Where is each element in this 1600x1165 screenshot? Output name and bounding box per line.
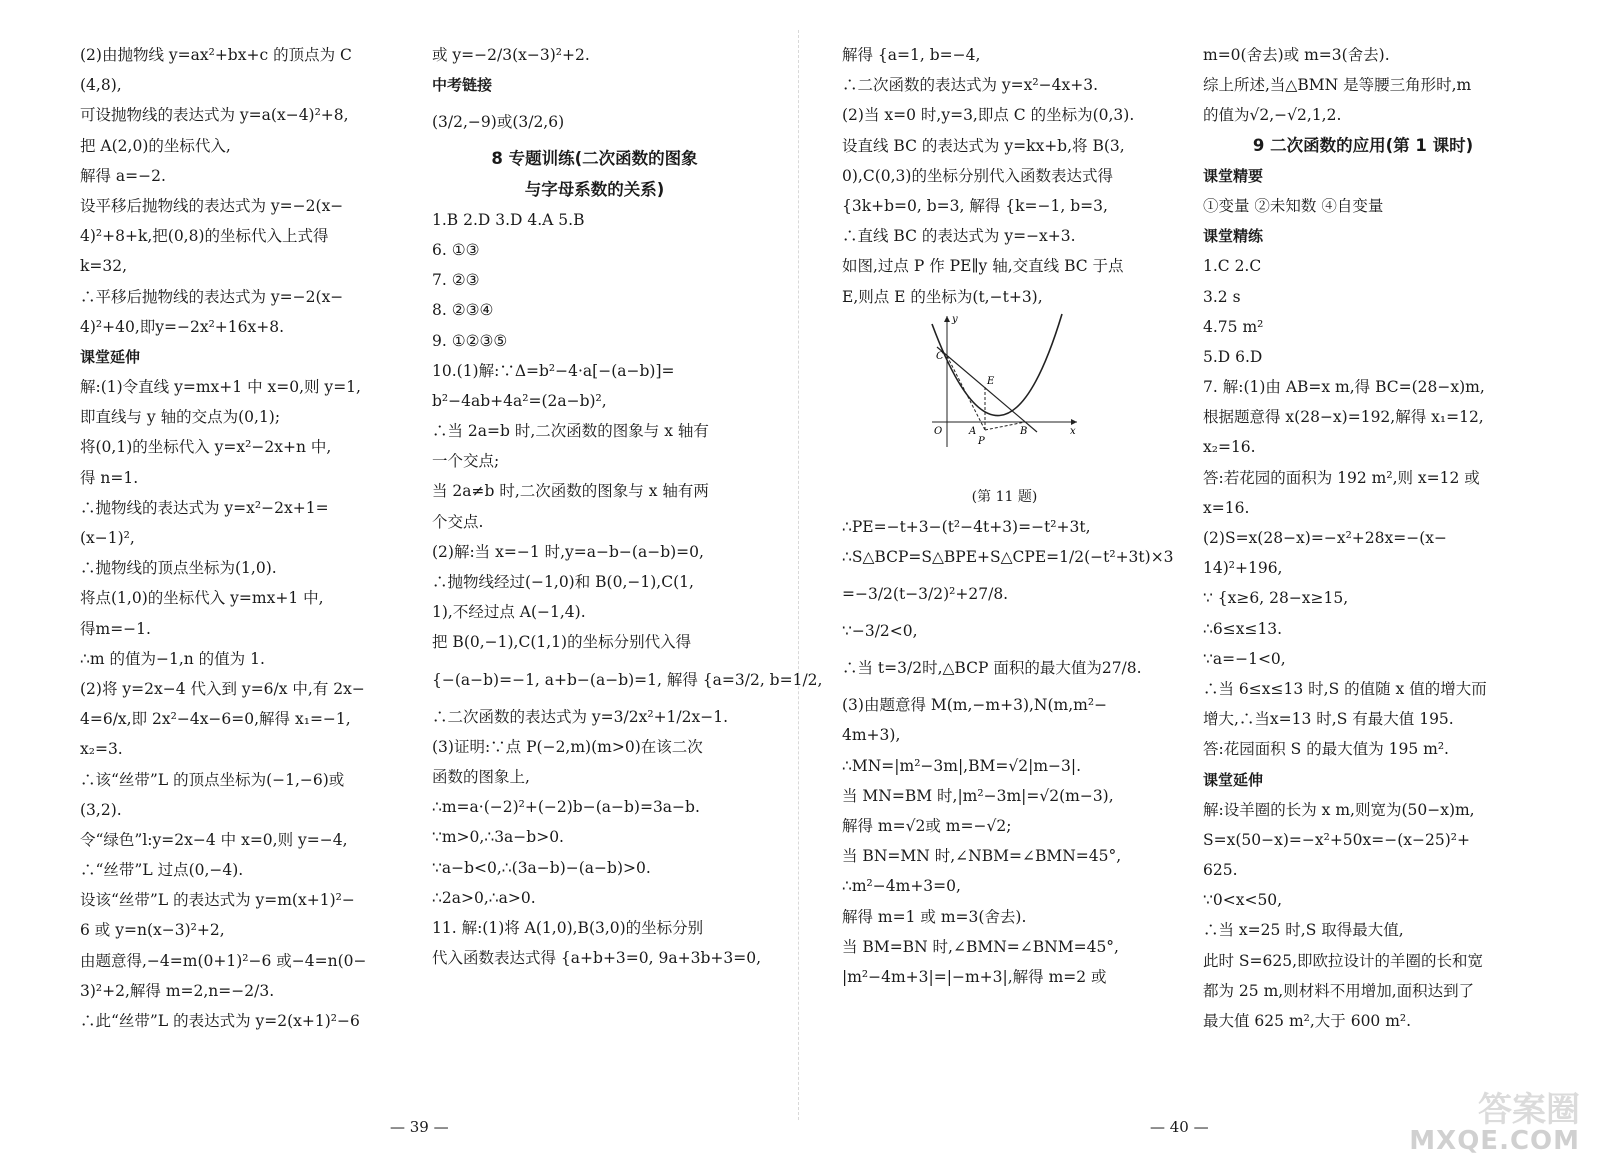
text-line: 解:设羊圈的长为 x m,则宽为(50−x)m, (1203, 800, 1475, 819)
text-line: 解:(1)令直线 y=mx+1 中 x=0,则 y=1, (80, 378, 361, 397)
label-o: O (934, 425, 943, 437)
text-line: x=16. (1203, 498, 1250, 517)
label-e: E (987, 375, 995, 387)
text-line: 1.B 2.D 3.D 4.A 5.B (432, 210, 585, 229)
text-line: 最大值 625 m²,大于 600 m². (1203, 1012, 1412, 1030)
text-line: S=x(50−x)=−x²+50x=−(x−25)²+ (1203, 830, 1470, 849)
lesson-title-line-2: 与字母系数的关系) (524, 179, 665, 199)
left-page-column-1 (80, 40, 400, 1036)
text-line: ∴二次函数的表达式为 y=x²−4x+3. (842, 76, 1098, 95)
text-line: ∵m>0,∴3a−b>0. (432, 828, 564, 847)
right-page-column-2 (1203, 40, 1523, 1036)
text-line: k=32, (80, 257, 128, 276)
text-line: (3)证明:∵点 P(−2,m)(m>0)在该二次 (432, 737, 703, 756)
text-line: 如图,过点 P 作 PE∥y 轴,交直线 BC 于点 (842, 257, 1124, 276)
text-line: 答:若花园的面积为 192 m²,则 x=12 或 (1203, 468, 1480, 487)
text-line: 解得 a=−2. (80, 166, 166, 185)
text-line: ∴m 的值为−1,n 的值为 1. (80, 649, 265, 668)
text-line: 625. (1203, 861, 1238, 880)
text-line: ∴当 6≤x≤13 时,S 的值随 x 值的增大而 (1203, 679, 1487, 698)
text-line: ∴该“丝带”L 的顶点坐标为(−1,−6)或 (80, 770, 345, 789)
text-line: ∴直线 BC 的表达式为 y=−x+3. (842, 227, 1076, 246)
text-line: 设直线 BC 的表达式为 y=kx+b,将 B(3, (842, 136, 1125, 155)
parabola-diagram (922, 312, 1082, 452)
text-line: 得m=−1. (80, 619, 151, 638)
text-line: 当 BM=BN 时,∠BMN=∠BNM=45°, (842, 937, 1119, 956)
section-heading: 课堂延伸 (80, 347, 141, 366)
watermark (1400, 1080, 1590, 1160)
text-line: ∴当 x=25 时,S 取得最大值, (1203, 921, 1404, 940)
text-line: 当 MN=BM 时,|m²−3m|=√2(m−3), (842, 786, 1114, 805)
text-line: 0),C(0,3)的坐标分别代入函数表达式得 (842, 166, 1113, 185)
text-line: 此时 S=625,即欧拉设计的羊圈的长和宽 (1203, 951, 1484, 970)
text-line: 个交点. (432, 512, 484, 531)
text-line: 将(0,1)的坐标代入 y=x²−2x+n 中, (80, 438, 332, 457)
text-line: 4)²+40,即y=−2x²+16x+8. (80, 317, 285, 336)
text-line: (3/2,−9)或(3/2,6) (432, 113, 565, 132)
text-line: 都为 25 m,则材料不用增加,面积达到了 (1203, 981, 1475, 1000)
parabola-curve (932, 314, 1062, 416)
text-line: (3,2). (80, 800, 122, 819)
y-axis-arrow (944, 316, 950, 322)
text-line: {3k+b=0, b=3, 解得 {k=−1, b=3, (842, 196, 1108, 215)
text-line: (x−1)², (80, 529, 135, 547)
page-number-left: — 39 — (390, 1118, 449, 1136)
line-bc (937, 347, 1037, 432)
text-line: ∵−3/2<0, (842, 622, 918, 641)
text-line: 9. ①②③⑤ (432, 331, 508, 350)
text-line: 可设抛物线的表达式为 y=a(x−4)²+8, (80, 106, 349, 125)
text-line: (2)由抛物线 y=ax²+bx+c 的顶点为 C (80, 46, 352, 64)
text-line: ∴抛物线经过(−1,0)和 B(0,−1),C(1, (432, 573, 694, 591)
text-line: 代入函数表达式得 {a+b+3=0, 9a+3b+3=0, (432, 949, 761, 968)
text-line: (4,8), (80, 76, 122, 95)
text-line: 8. ②③④ (432, 301, 494, 320)
text-line: 10.(1)解:∵Δ=b²−4·a[−(a−b)]= (432, 361, 675, 380)
text-line: 7. ②③ (432, 271, 480, 290)
text-line: 解得 m=√2或 m=−√2; (842, 817, 1012, 835)
text-line: 或 y=−2/3(x−3)²+2. (432, 46, 590, 64)
text-line: 由题意得,−4=m(0+1)²−6 或−4=n(0− (80, 951, 367, 970)
text-line: 4m+3), (842, 726, 901, 745)
figure-caption: (第 11 题) (971, 488, 1038, 505)
text-line: 当 BN=MN 时,∠NBM=∠BMN=45°, (842, 847, 1122, 866)
left-page-column-2 (432, 40, 823, 973)
text-line: 函数的图象上, (432, 767, 530, 786)
section-heading: 中考链接 (432, 76, 493, 95)
segment-cp (947, 356, 985, 430)
section-heading: 课堂精练 (1203, 227, 1264, 246)
text-line: ∴抛物线的顶点坐标为(1,0). (80, 559, 277, 578)
text-line: 得 n=1. (80, 468, 139, 487)
text-line: 的值为√2,−√2,1,2. (1203, 106, 1342, 125)
label-x: x (1070, 425, 1076, 437)
text-line: ∴二次函数的表达式为 y=3/2x²+1/2x−1. (432, 707, 729, 726)
text-line: 3.2 s (1203, 287, 1241, 306)
text-line: 6. ①③ (432, 240, 480, 259)
text-line: m=0(舍去)或 m=3(舍去). (1203, 46, 1390, 64)
text-line: 综上所述,当△BMN 是等腰三角形时,m (1203, 76, 1472, 95)
label-y: y (952, 313, 958, 325)
text-line: 增大,∴当x=13 时,S 有最大值 195. (1203, 710, 1454, 729)
text-line: ∴平移后抛物线的表达式为 y=−2(x− (80, 287, 344, 306)
text-line: ∵a−b<0,∴(3a−b)−(a−b)>0. (432, 858, 651, 877)
label-b: B (1020, 425, 1028, 437)
text-line: 设平移后抛物线的表达式为 y=−2(x− (80, 196, 344, 215)
text-line: ①变量 ②未知数 ④自变量 (1203, 196, 1384, 215)
text-line: ∴“丝带”L 过点(0,−4). (80, 861, 244, 880)
text-line: 把 A(2,0)的坐标代入, (80, 136, 231, 155)
text-line: x₂=16. (1203, 438, 1256, 457)
text-line: (3)由题意得 M(m,−m+3),N(m,m²− (842, 696, 1108, 715)
text-line: ∴m²−4m+3=0, (842, 877, 961, 896)
section-heading: 课堂精要 (1203, 166, 1264, 185)
section-heading: 课堂延伸 (1203, 770, 1264, 789)
text-line: =−3/2(t−3/2)²+27/8. (842, 585, 1009, 604)
text-line: ∴S△BCP=S△BPE+S△CPE=1/2(−t²+3t)×3 (842, 547, 1174, 566)
watermark-logo: 答案圈 (1478, 1090, 1580, 1130)
text-line: ∴MN=|m²−3m|,BM=√2|m−3|. (842, 756, 1082, 775)
label-a: A (969, 425, 977, 437)
text-line: ∴PE=−t+3−(t²−4t+3)=−t²+3t, (842, 517, 1091, 536)
lesson-title: 9 二次函数的应用(第 1 课时) (1252, 135, 1474, 155)
text-line: ∵0<x<50, (1203, 891, 1283, 910)
page-number-right: — 40 — (1150, 1118, 1209, 1136)
text-line: 即直线与 y 轴的交点为(0,1); (80, 408, 281, 427)
label-c: C (936, 350, 944, 362)
text-line: 设该“丝带”L 的表达式为 y=m(x+1)²− (80, 891, 355, 910)
text-line: 3)²+2,解得 m=2,n=−2/3. (80, 981, 275, 1000)
text-line: 4=6/x,即 2x²−4x−6=0,解得 x₁=−1, (80, 710, 351, 729)
text-line: 一个交点; (432, 452, 500, 471)
text-line: x₂=3. (80, 740, 123, 759)
text-line: 1.C 2.C (1203, 257, 1262, 276)
text-line: 令“绿色”l:y=2x−4 中 x=0,则 y=−4, (80, 830, 348, 849)
text-line: 14)²+196, (1203, 559, 1283, 578)
text-line: 当 2a≠b 时,二次函数的图象与 x 轴有两 (432, 482, 709, 501)
text-line: 6 或 y=n(x−3)²+2, (80, 921, 225, 940)
text-line: ∴当 2a=b 时,二次函数的图象与 x 轴有 (432, 422, 709, 441)
text-line: 把 B(0,−1),C(1,1)的坐标分别代入得 (432, 633, 692, 652)
text-line: 1),不经过点 A(−1,4). (432, 603, 586, 622)
x-axis-arrow (1071, 419, 1077, 425)
right-page-column-1 (842, 40, 1174, 992)
label-p: P (978, 435, 985, 447)
text-line: ∵ {x≥6, 28−x≥15, (1203, 589, 1349, 608)
text-line: ∴当 t=3/2时,△BCP 面积的最大值为27/8. (842, 659, 1142, 678)
text-line: (2)解:当 x=−1 时,y=a−b−(a−b)=0, (432, 542, 704, 561)
text-line: ∴此“丝带”L 的表达式为 y=2(x+1)²−6 (80, 1012, 360, 1030)
text-line: (2)将 y=2x−4 代入到 y=6/x 中,有 2x− (80, 679, 365, 698)
text-line: ∵a=−1<0, (1203, 649, 1286, 668)
text-line: ∴抛物线的表达式为 y=x²−2x+1= (80, 498, 329, 517)
text-line: 4.75 m² (1203, 317, 1264, 336)
text-line: 7. 解:(1)由 AB=x m,得 BC=(28−x)m, (1203, 378, 1485, 397)
text-line: |m²−4m+3|=|−m+3|,解得 m=2 或 (842, 967, 1107, 986)
page-divider (798, 30, 799, 1120)
text-line: 11. 解:(1)将 A(1,0),B(3,0)的坐标分别 (432, 918, 704, 937)
text-line: (2)当 x=0 时,y=3,即点 C 的坐标为(0,3). (842, 106, 1135, 125)
segment-pb (985, 422, 1025, 430)
text-line: 根据题意得 x(28−x)=192,解得 x₁=12, (1203, 408, 1484, 427)
text-line: ∴m=a·(−2)²+(−2)b−(a−b)=3a−b. (432, 798, 700, 817)
text-line: b²−4ab+4a²=(2a−b)², (432, 391, 607, 410)
lesson-title: 8 专题训练(二次函数的图象 (491, 149, 698, 169)
text-line: 将点(1,0)的坐标代入 y=mx+1 中, (80, 589, 324, 608)
text-line: 解得 m=1 或 m=3(舍去). (842, 907, 1027, 926)
text-line: 4)²+8+k,把(0,8)的坐标代入上式得 (80, 227, 329, 246)
text-line: 5.D 6.D (1203, 347, 1263, 366)
text-line: ∴2a>0,∴a>0. (432, 888, 536, 907)
text-line: E,则点 E 的坐标为(t,−t+3), (842, 287, 1043, 306)
text-line: {−(a−b)=−1, a+b−(a−b)=1, 解得 {a=3/2, b=1/2, (432, 670, 823, 689)
text-line: 答:花园面积 S 的最大值为 195 m². (1203, 740, 1449, 759)
figure-11 (842, 312, 1167, 482)
watermark-site: MXQE.COM (1409, 1126, 1580, 1156)
text-line: 解得 {a=1, b=−4, (842, 46, 981, 64)
text-line: (2)S=x(28−x)=−x²+28x=−(x− (1203, 529, 1447, 547)
text-line: ∴6≤x≤13. (1203, 619, 1283, 638)
